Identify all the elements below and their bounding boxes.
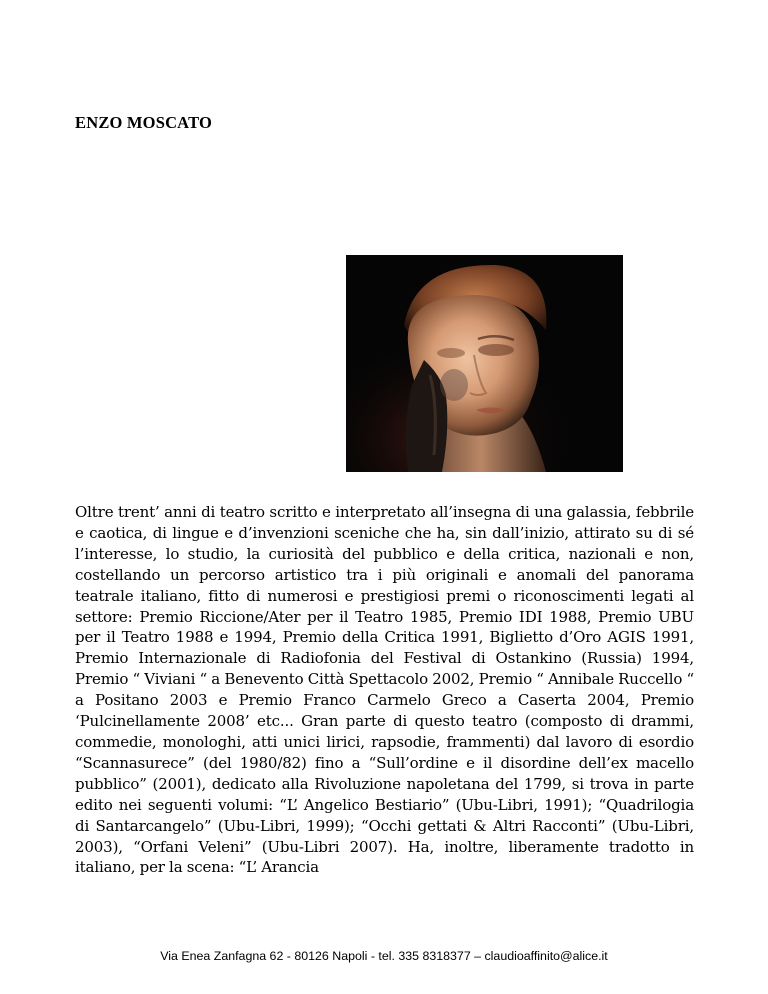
portrait-photo [346,255,623,472]
page-title: ENZO MOSCATO [75,113,213,132]
biography-paragraph: Oltre trent’ anni di teatro scritto e interpretato all’insegna di una galassia, febbrile e caotica, di lingue e d’invenzioni sceniche che ha, sin dall’inizio, attirato su di sé l’interesse, lo studio, la curiosità del pubblico e della critica, nazionali e non, costellando un percorso artistico tra i più originali e anomali del panorama teatrale italiano, fitto di numerosi e prestigiosi premi o riconoscimenti legati al settore: Premio Riccione/Ater per il Teatro 1985, Premio IDI 1988, Premio UBU per il Teatro 1988 e 1994, Premio della Critica 1991, Biglietto d’Oro AGIS 1991, Premio Internazionale di Radiofonia del Festival di Ostankino (Russia) 1994, Premio “ Viviani “ a Benevento Città Spettacolo 2002, Premio “ Annibale Ruccello “ a Positano 2003 e Premio Franco Carmelo Greco a Caserta 2004, Premio ‘Pulcinellamente 2008’ etc... Gran parte di questo teatro (composto di drammi, commedie, monologhi, atti unici lirici, rapsodie, frammenti) dal lavoro di esordio “Scannasurece” (del 1980/82) fino a “Sull’ordine e il disordine dell’ex macello pubblico” (2001), dedicato alla Rivoluzione napoletana del 1799, si trova in parte edito nei seguenti volumi: “L’ Angelico Bestiario” (Ubu-Libri, 1991); “Quadrilogia di Santarcangelo” (Ubu-Libri, 1999); “Occhi gettati & Altri Racconti” (Ubu-Libri, 2003), “Orfani Veleni” (Ubu-Libri 2007). Ha, inoltre, liberamente tradotto in italiano, per la scena: “L’ Arancia [75,503,694,877]
page-footer: Via Enea Zanfagna 62 - 80126 Napoli - tel. 335 8318377 – claudioaffinito@alice.it [160,949,608,963]
